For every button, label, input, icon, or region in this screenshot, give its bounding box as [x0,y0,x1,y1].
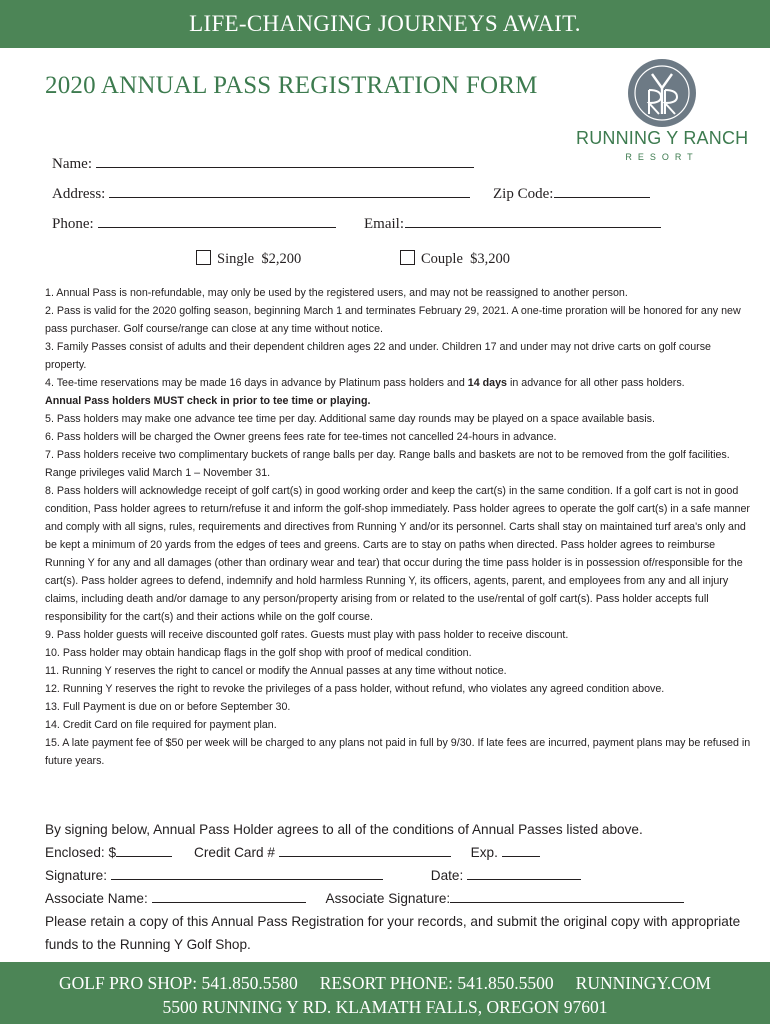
footer-contact-row [0,973,770,994]
term-4-check-in: Annual Pass holders MUST check in prior to tee time or playing. [45,395,371,407]
associate-name-label: Associate Name: [45,891,148,906]
term-9: 9. Pass holder guests will receive discounted golf rates. Guests must play with pass holder to receive discount. [45,629,569,641]
enclosed-label: Enclosed: $ [45,845,117,860]
exp-field[interactable] [502,844,540,857]
term-3: 3. Family Passes consist of adults and their dependent children ages 22 and under. Children 17 and under may not drive carts on golf course property. [45,341,711,371]
term-6: 6. Pass holders will be charged the Owner greens fees rate for tee-times not cancelled 24-hours in advance. [45,431,557,443]
phone-label: Phone: [52,216,94,232]
zip-label: Zip Code: [493,186,554,202]
credit-card-field[interactable] [279,844,451,857]
pro-shop-phone: GOLF PRO SHOP: 541.850.5580 [59,973,298,993]
footer-banner [0,962,770,1024]
single-pass-option[interactable] [196,250,301,268]
terms-list [45,284,753,770]
term-7: 7. Pass holders receive two complimentary buckets of range balls per day. Range balls and baskets are not to be removed from the golf facilities. Range privileges valid March 1 – November 31. [45,449,730,479]
term-1: 1. Annual Pass is non-refundable, may only be used by the registered users, and may not be reassigned to another person. [45,287,628,299]
top-banner [0,0,770,48]
date-label: Date: [430,868,464,883]
exp-label: Exp. [470,845,498,860]
associate-signature-label: Associate Signature: [325,891,451,906]
resort-phone: RESORT PHONE: 541.850.5500 [319,973,554,993]
signature-row [45,864,757,887]
single-price: $2,200 [261,251,302,267]
couple-checkbox[interactable] [400,250,415,265]
address-field-row [52,183,470,203]
enclosed-field[interactable] [116,844,172,857]
term-15: 15. A late payment fee of $50 per week will be charged to any plans not paid in full by 9/30. If late fees are incurred, payment plans may be refused in future years. [45,737,751,767]
banner-text: LIFE-CHANGING JOURNEYS AWAIT. [189,11,581,36]
term-8: 8. Pass holders will acknowledge receipt of golf cart(s) in good working order and keep the cart(s) in the same condition. If a golf cart is not in good condition, Pass holder agrees to return/refuse it and inform the golf-shop immediately. Pass holder agrees to operate the golf cart(s) in a safe manner and comply with all signs, rules, requirements and directives from Running Y and/or its personnel. Carts shall stay on maintained turf area's only and be kept a minimum of 20 yards from the edges of tees and greens. Carts are to stay on paths when directed. Pass holder agrees to reimburse Running Y for any and all damages (other than ordinary wear and tear) that occur during the time pass holder is in possession of/responsible for the cart(s). Pass holder agrees to defend, indemnify and hold harmless Running Y, its officers, agents, parent, and employees from any and all injury claims, including death and/or damage to any person/property arising from or related to the use/rental of golf cart(s). Pass holder accepts full responsibility for the cart(s) and their actions while on the golf course. [45,485,750,623]
associate-row [45,887,757,910]
address-label: Address: [52,186,106,202]
phone-field-row [52,213,336,233]
retain-note: Please retain a copy of this Annual Pass Registration for your records, and submit the original copy with appropriate [45,914,741,929]
single-label: Single [217,251,255,267]
zip-field[interactable] [554,183,650,198]
payment-row [45,841,757,864]
name-label: Name: [52,156,92,172]
zip-field-row [493,183,650,203]
term-11: 11. Running Y reserves the right to cancel or modify the Annual passes at any time without notice. [45,665,507,677]
agreement-text: By signing below, Annual Pass Holder agrees to all of the conditions of Annual Passes listed above. [45,822,643,837]
associate-name-field[interactable] [152,890,306,903]
term-12: 12. Running Y reserves the right to revoke the privileges of a pass holder, without refund, who violates any agreed condition above. [45,683,665,695]
date-field[interactable] [467,867,581,880]
name-field-row [52,153,474,173]
term-13: 13. Full Payment is due on or before September 30. [45,701,291,713]
retain-note-2: funds to the Running Y Golf Shop. [45,937,251,952]
couple-pass-option[interactable] [400,250,510,268]
running-y-ranch-logo [576,58,748,168]
single-checkbox[interactable] [196,250,211,265]
email-label: Email: [364,216,404,232]
website-link[interactable]: RUNNINGY.COM [575,973,711,993]
credit-card-label: Credit Card # [194,845,275,860]
signature-field[interactable] [111,867,383,880]
email-field[interactable] [405,213,661,228]
signature-label: Signature: [45,868,107,883]
email-field-row [364,213,661,233]
logo-subtitle: RESORT [625,152,699,162]
ry-monogram-icon [627,58,697,128]
footer-address: 5500 RUNNING Y RD. KLAMATH FALLS, OREGON 97601 [162,997,608,1017]
associate-signature-field[interactable] [450,890,684,903]
name-field[interactable] [96,153,474,168]
logo-name: RUNNING Y RANCH [576,128,749,148]
term-5: 5. Pass holders may make one advance tee time per day. Additional same day rounds may be played on a space available basis. [45,413,655,425]
term-14: 14. Credit Card on file required for payment plan. [45,719,277,731]
form-title: 2020 ANNUAL PASS REGISTRATION FORM [45,72,538,99]
couple-label: Couple [421,251,463,267]
address-field[interactable] [109,183,470,198]
signing-section [45,818,757,956]
term-2: 2. Pass is valid for the 2020 golfing season, beginning March 1 and terminates February 29, 2021. A one-time proration will be honored for any new pass purchaser. Golf course/range can close at any time without notice. [45,305,741,335]
couple-price: $3,200 [470,251,511,267]
term-10: 10. Pass holder may obtain handicap flags in the golf shop with proof of medical condition. [45,647,472,659]
phone-field[interactable] [98,213,336,228]
term-4: 4. Tee-time reservations may be made 16 days in advance by Platinum pass holders and 14 days in advance for all other pass holders. [45,377,685,389]
